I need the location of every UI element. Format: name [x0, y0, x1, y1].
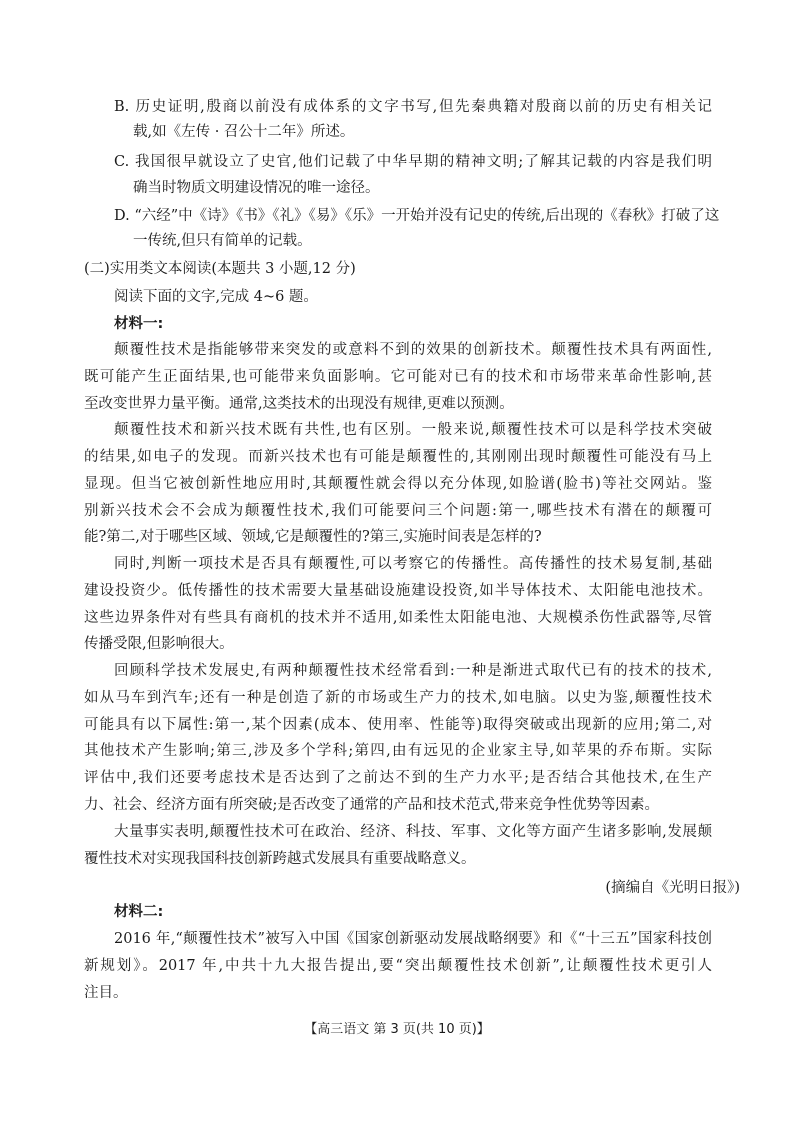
paragraph-line: 建设投资少。低传播性的技术需要大量基础设施建设投资,如半导体技术、太阳能电池技术。: [84, 583, 712, 599]
paragraph-line: 传播受限,但影响很大。: [84, 636, 234, 652]
option-b-line-2: 载,如《左传 · 召公十二年》所述。: [133, 124, 355, 140]
paragraph-line: 如从马车到汽车;还有一种是创造了新的市场或生产力的技术,如电脑。以史为鉴,颠覆性技术: [84, 690, 712, 706]
section-instruction: 阅读下面的文字,完成 4~6 题。: [114, 289, 318, 305]
option-c-line-1: C. 我国很早就设立了史官,他们记载了中华早期的精神文明;了解其记载的内容是我们明: [114, 154, 712, 170]
paragraph-line: 可能具有以下属性:第一,某个因素(成本、使用率、性能等)取得突破或出现新的应用;第二,对: [84, 717, 712, 733]
option-d-line-1: D. “六经”中《诗》《书》《礼》《易》《乐》一开始并没有记史的传统,后出现的《春秋》打破了这: [114, 208, 720, 224]
paragraph-line: 颠覆性技术是指能够带来突发的或意料不到的效果的创新技术。颠覆性技术具有两面性,: [114, 342, 712, 358]
section-title: (二)实用类文本阅读(本题共 3 小题,12 分): [84, 261, 356, 277]
page-footer: 【高三语文 第 3 页(共 10 页)】: [304, 1022, 490, 1037]
paragraph-line: 覆性技术对实现我国科技创新跨越式发展具有重要战略意义。: [84, 851, 476, 867]
material-1-source: (摘编自《光明日报》): [605, 880, 740, 896]
paragraph-line: 既可能产生正面结果,也可能带来负面影响。它可能对已有的技术和市场带来革命性影响,甚: [84, 369, 712, 385]
paragraph-line: 新规划》。2017 年,中共十九大报告提出,要“突出颠覆性技术创新”,让颠覆性技术更引人: [84, 958, 712, 974]
paragraph-line: 同时,判断一项技术是否具有颠覆性,可以考察它的传播性。高传播性的技术易复制,基础: [114, 556, 712, 572]
paragraph-line: 力、社会、经济方面有所突破;是否改变了通常的产品和技术范式,带来竞争性优势等因素。: [84, 797, 659, 813]
material-2-heading: 材料二:: [114, 904, 164, 920]
paragraph-line: 大量事实表明,颠覆性技术可在政治、经济、科技、军事、文化等方面产生诸多影响,发展颠: [114, 824, 712, 840]
paragraph-line: 显现。但当它被创新性地应用时,其颠覆性就会得以充分体现,如脸谱(脸书)等社交网站。鉴: [84, 476, 712, 492]
paragraph-line: 注目。: [84, 985, 128, 1001]
option-b-line-1: B. 历史证明,殷商以前没有成体系的文字书写,但先秦典籍对殷商以前的历史有相关记: [114, 99, 712, 115]
paragraph-line: 别新兴技术会不会成为颠覆性技术,我们可能要问三个问题:第一,哪些技术有潜在的颠覆可: [84, 503, 712, 519]
paragraph-line: 能?第二,对于哪些区域、领域,它是颠覆性的?第三,实施时间表是怎样的?: [84, 529, 542, 545]
option-d-line-2: 一传统,但只有简单的记载。: [133, 233, 312, 249]
paragraph-line: 其他技术产生影响;第三,涉及多个学科;第四,由有远见的企业家主导,如苹果的乔布斯。实际: [84, 743, 712, 759]
option-c-line-2: 确当时物质文明建设情况的唯一途径。: [133, 180, 380, 196]
paragraph-line: 的结果,如电子的发现。而新兴技术也有可能是颠覆性的,其刚刚出现时颠覆性可能没有马上: [84, 449, 712, 465]
paragraph-line: 2016 年,“颠覆性技术”被写入中国《国家创新驱动发展战略纲要》和《“十三五”国家科技创: [114, 931, 712, 947]
paragraph-line: 颠覆性技术和新兴技术既有共性,也有区别。一般来说,颠覆性技术可以是科学技术突破: [114, 422, 712, 438]
paragraph-line: 回顾科学技术发展史,有两种颠覆性技术经常看到:一种是渐进式取代已有的技术的技术,: [114, 663, 712, 679]
material-1-heading: 材料一:: [114, 316, 164, 332]
paragraph-line: 这些边界条件对有些具有商机的技术并不适用,如柔性太阳能电池、大规模杀伤性武器等,尽管: [84, 610, 712, 626]
paragraph-line: 至改变世界力量平衡。通常,这类技术的出现没有规律,更难以预测。: [84, 396, 514, 412]
paragraph-line: 评估中,我们还要考虑技术是否达到了之前达不到的生产力水平;是否结合其他技术,在生产: [84, 770, 712, 786]
